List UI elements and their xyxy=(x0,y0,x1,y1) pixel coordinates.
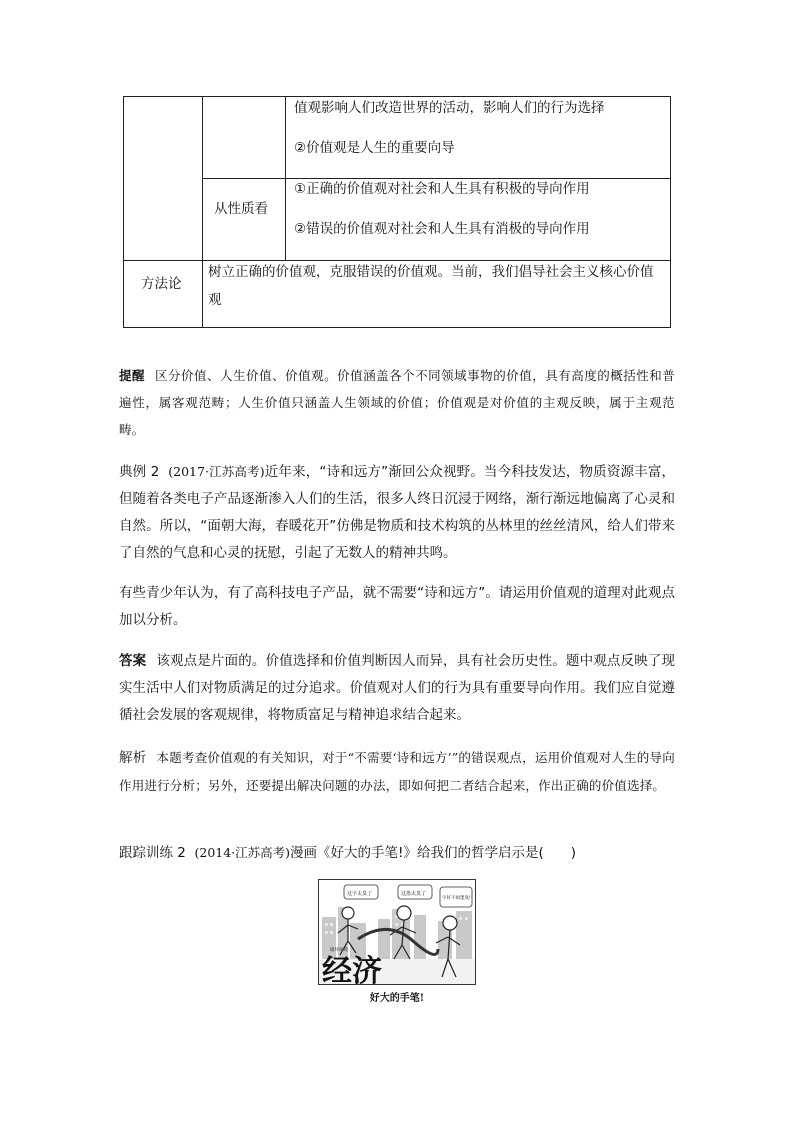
analysis-label: 解析 xyxy=(119,750,147,766)
answer-label: 答案 xyxy=(119,653,147,669)
cartoon-sign-text: 破坏环境 xyxy=(330,948,348,953)
question-paragraph: 有些青少年认为，有了高科技电子产品，就不需要“诗和远方”。请运用价值观的道理对此观点加以分析。 xyxy=(119,585,675,628)
cartoon-image xyxy=(318,879,476,1007)
example-paragraph xyxy=(119,458,675,567)
example-label: 典例 2 xyxy=(119,464,160,480)
cartoon-caption: 好大的手笔! xyxy=(369,993,425,1004)
cartoon-drawing xyxy=(318,879,476,1007)
cartoon-bubble-text: 这字太臭了 xyxy=(347,891,373,897)
analysis-paragraph xyxy=(119,744,675,799)
cartoon-bubble-text: 这墨太臭了 xyxy=(401,891,427,897)
exercise-paragraph xyxy=(119,839,675,867)
cartoon-bubble-text: 字好不如墨臭! xyxy=(442,896,471,901)
tip-label: 提醒 xyxy=(119,368,146,383)
table-cell-text: 树立正确的价值观，克服错误的价值观。当前，我们倡导社会主义核心价值观 xyxy=(208,264,654,308)
value-table xyxy=(123,96,671,328)
table-cell-text: ②错误的价值观对社会和人生具有消极的导向作用 xyxy=(294,221,590,237)
tip-text: 区分价值、人生价值、价值观。价值涵盖各个不同领域事物的价值，具有高度的概括性和普遍性，属客观范畴；人生价值只涵盖人生领域的价值；价值观是对价值的主观反映，属于主观范畴。 xyxy=(119,368,675,437)
cartoon-big-chars: 经济 xyxy=(322,954,382,989)
table-cell-text: ②价值观是人生的重要向导 xyxy=(294,140,455,156)
table-row-header: 方法论 xyxy=(141,276,182,292)
exercise-text: 漫画《好大的手笔!》给我们的哲学启示是( ) xyxy=(290,845,576,861)
exercise-label: 跟踪训练 2 xyxy=(119,845,186,861)
table-cell-text: ①正确的价值观对社会和人生具有积极的导向作用 xyxy=(294,181,590,197)
answer-paragraph xyxy=(119,648,675,729)
table-cell-text: 值观影响人们改造世界的活动，影响人们的行为选择 xyxy=(294,100,605,116)
example-source: (2017·江苏高考) xyxy=(168,464,265,479)
tip-paragraph xyxy=(119,362,675,443)
example-text: 近年来，“诗和远方”渐回公众视野。当今科技发达，物质资源丰富，但随着各类电子产品逐渐渗入人们的生活，很多人终日沉浸于网络，渐行渐远地偏离了心灵和自然。所以，“面朝大海，春暖花开”仿佛是物质和技术构筑的丛林里的丝丝清风，给人们带来了自然的气息和心灵的抚慰，引起了无数人的精神共鸣。 xyxy=(119,464,675,561)
table-row-header: 从性质看 xyxy=(214,201,268,217)
analysis-text: 本题考查价值观的有关知识，对于“不需要‘诗和远方’”的错误观点，运用价值观对人生的导向作用进行分析；另外，还要提出解决问题的办法，即如何把二者结合起来，作出正确的价值选择。 xyxy=(119,750,675,793)
exercise-source: (2014·江苏高考) xyxy=(194,845,291,860)
answer-text: 该观点是片面的。价值选择和价值判断因人而异，具有社会历史性。题中观点反映了现实生活中人们对物质满足的过分追求。价值观对人们的行为具有重要导向作用。我们应自觉遵循社会发展的客观规律，将物质富足与精神追求结合起来。 xyxy=(119,653,676,723)
